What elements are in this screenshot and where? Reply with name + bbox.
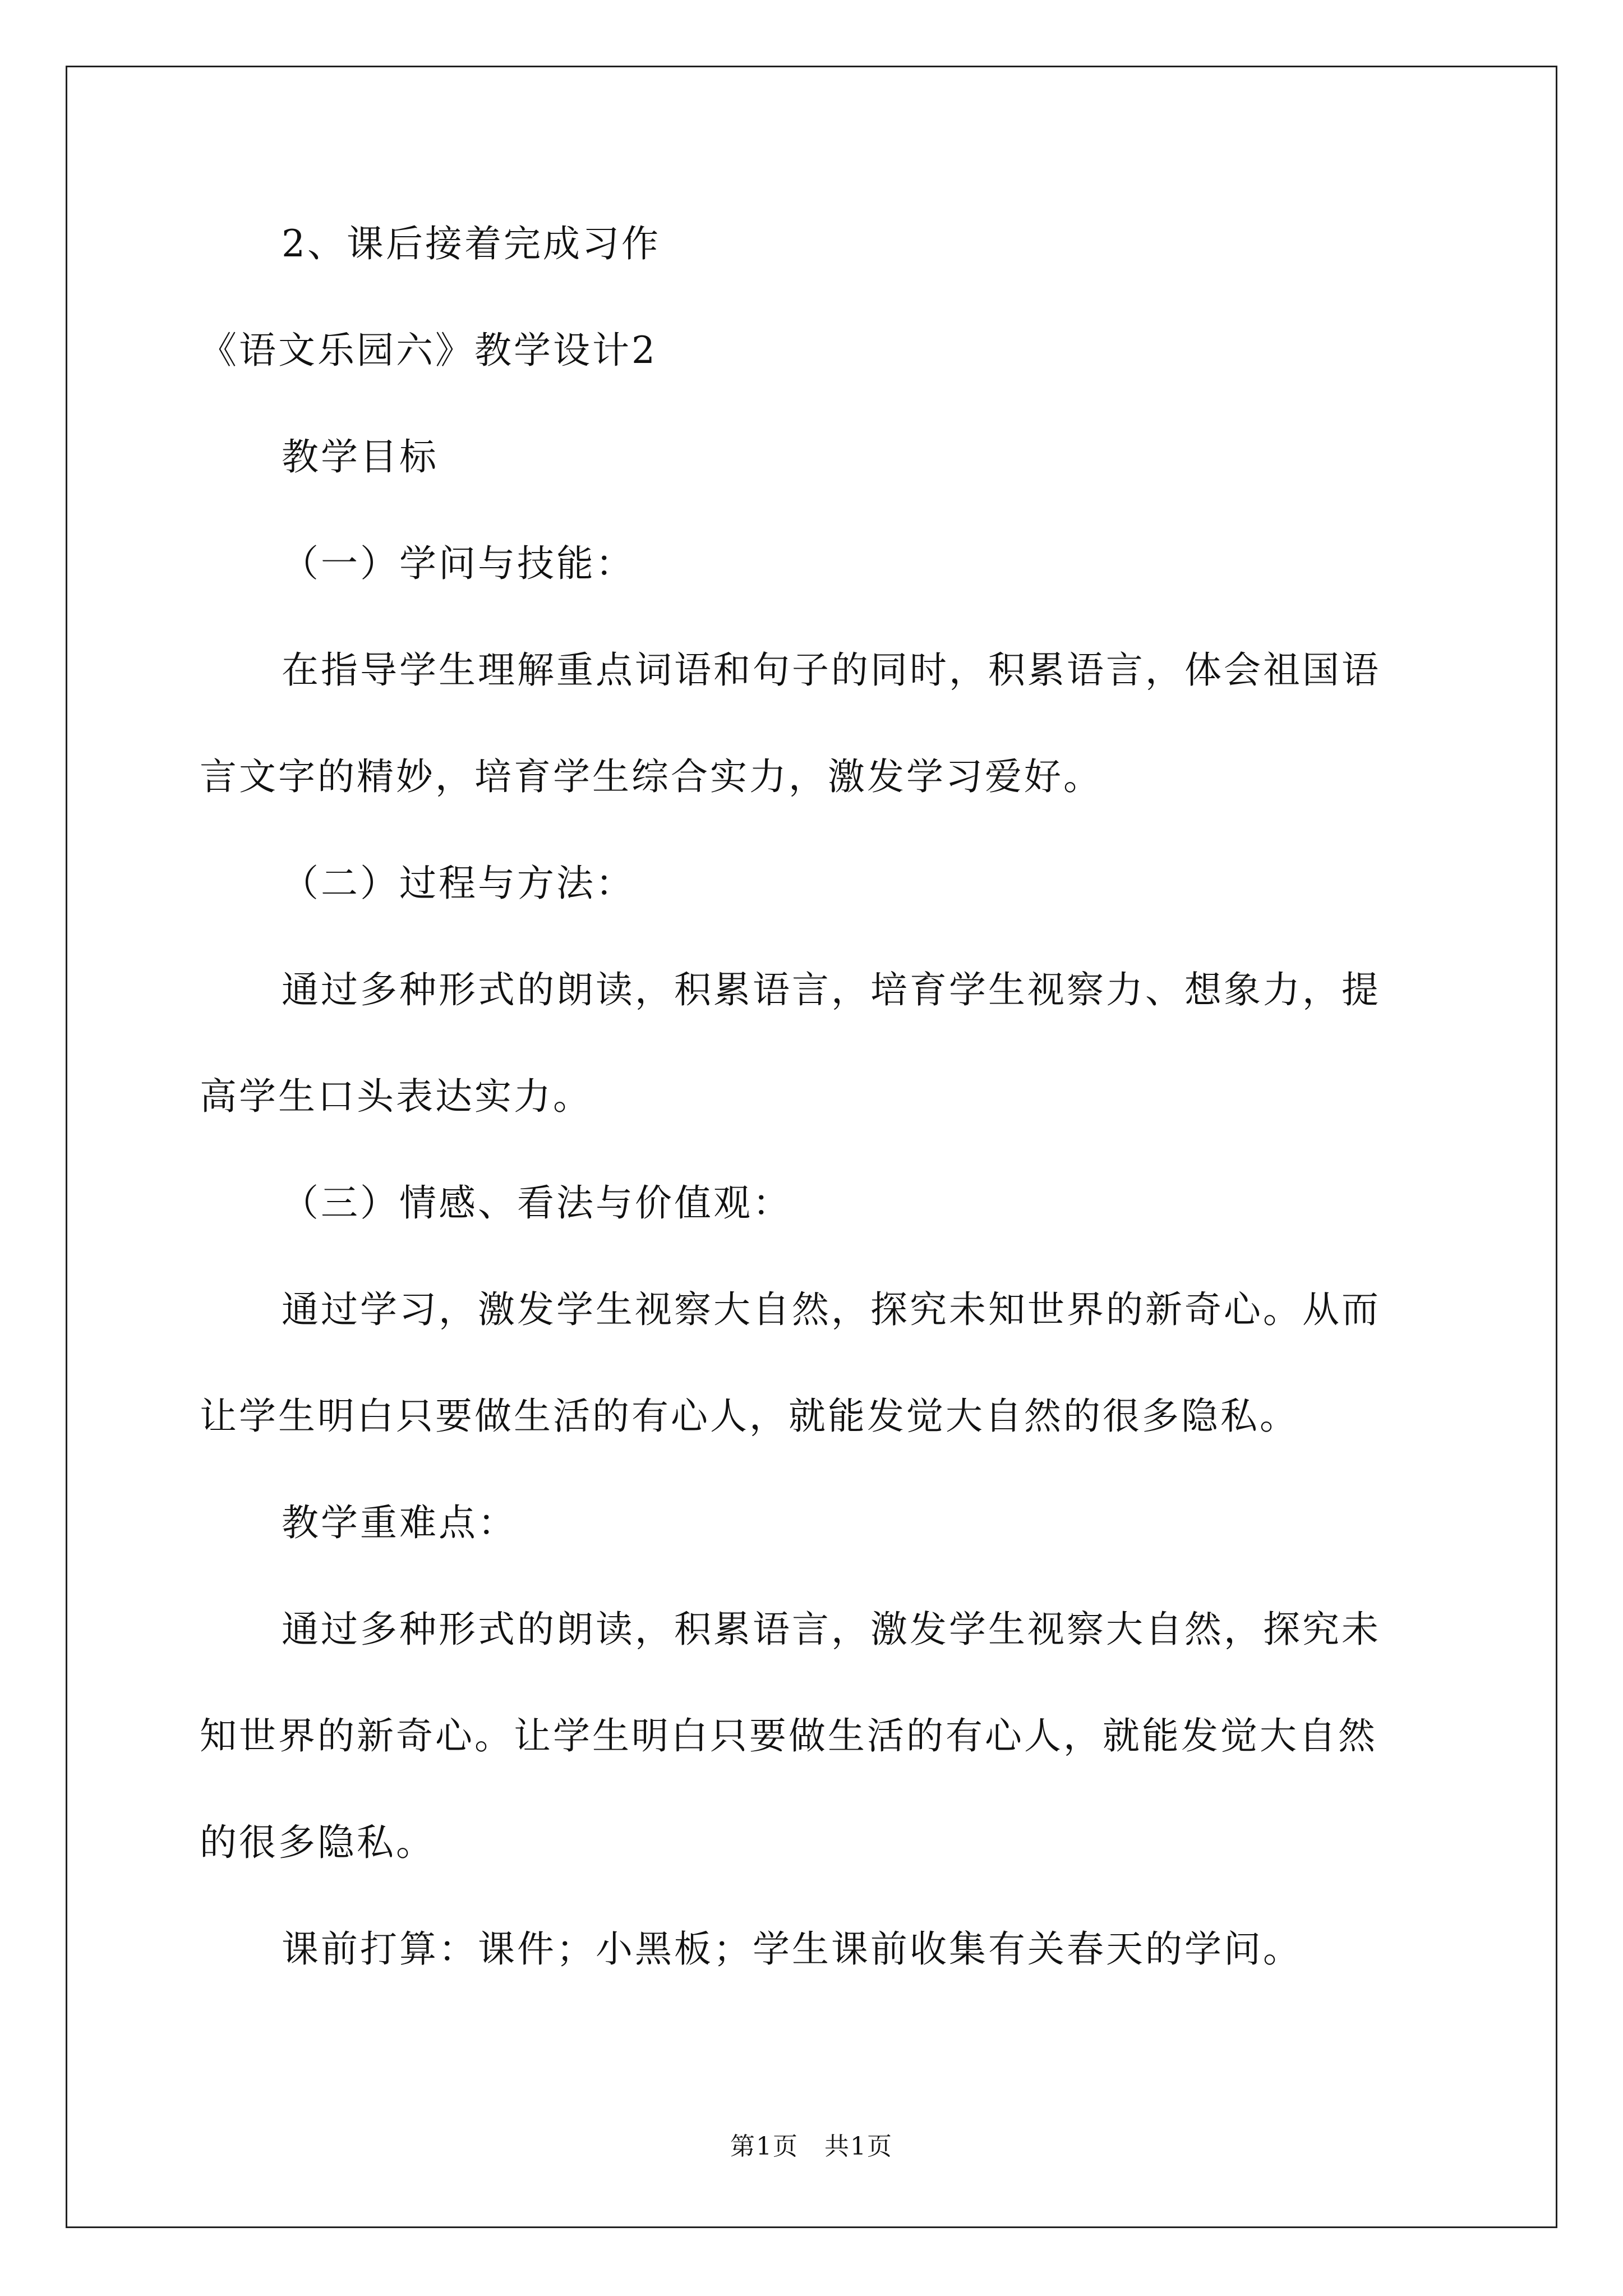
- text-line: 2、课后接着完成习作: [282, 222, 661, 265]
- paragraph-line: 的很多隐私。: [200, 1821, 435, 1864]
- paragraph-line: 通过多种形式的朗读，积累语言，激发学生视察大自然，探究未: [282, 1608, 1381, 1651]
- heading-teaching-goals: 教学目标: [282, 435, 439, 478]
- paragraph-line: 通过学习，激发学生视察大自然，探究未知世界的新奇心。从而: [282, 1288, 1381, 1331]
- paragraph: [200, 1287, 1428, 1438]
- text-line: 课前打算：课件；小黑板；学生课前收集有关春天的学问。: [282, 1927, 1302, 1971]
- paragraph-line: 让学生明白只要做生活的有心人，就能发觉大自然的很多隐私。: [200, 1395, 1299, 1438]
- paragraph: [200, 648, 1428, 798]
- subheading-emotion: （三）情感、看法与价值观：: [282, 1181, 792, 1225]
- paragraph: [200, 968, 1428, 1118]
- subheading-process: （二）过程与方法：: [282, 862, 635, 905]
- heading-key-points: 教学重难点：: [282, 1501, 517, 1544]
- paragraph-line: 在指导学生理解重点词语和句子的同时，积累语言，体会祖国语: [282, 648, 1381, 692]
- section-title: 《语文乐园六》教学设计2: [200, 329, 657, 372]
- page-number: 第1页 共1页: [730, 2132, 893, 2161]
- page-border: [66, 66, 1557, 2228]
- subheading-knowledge: （一）学问与技能：: [282, 542, 635, 585]
- paragraph: [200, 1607, 1428, 1864]
- paragraph-line: 言文字的精妙，培育学生综合实力，激发学习爱好。: [200, 755, 1103, 798]
- paragraph-line: 高学生口头表达实力。: [200, 1075, 592, 1118]
- paragraph-line: 通过多种形式的朗读，积累语言，培育学生视察力、想象力，提: [282, 968, 1381, 1011]
- paragraph-line: 知世界的新奇心。让学生明白只要做生活的有心人，就能发觉大自然: [200, 1714, 1377, 1757]
